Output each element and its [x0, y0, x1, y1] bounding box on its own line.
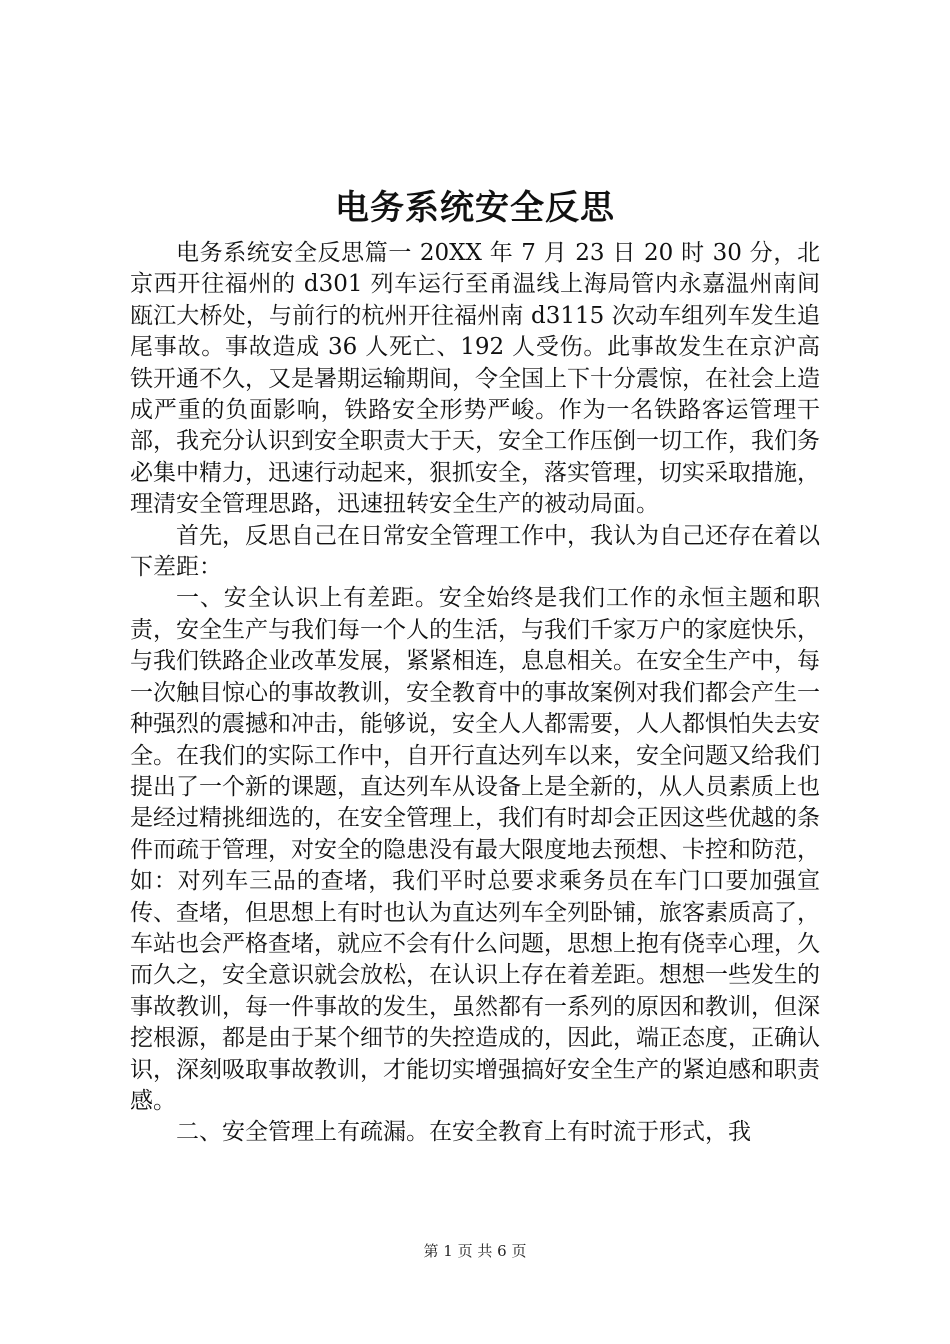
document-title: 电务系统安全反思 [335, 188, 615, 228]
page-footer: 第 1 页 共 6 页 [423, 1242, 527, 1260]
paragraph-intro: 电务系统安全反思篇一 20XX 年 7 月 23 日 20 时 30 分，北京西开往福州的 d301 列车运行至甬温线上海局管内永嘉温州南间瓯江大桥处，与前行的杭州开往福州南 d3115 次动车组列车发生追尾事故。事故造成 36 人死亡、192 人受伤。此事故发生在京沪高铁开通不久，又是暑期运输期间，令全国上下十分震惊，在社会上造成严重的负面影响，铁路安全形势严峻。作为一名铁路客运管理干部，我充分认识到安全职责大于天，安全工作压倒一切工作，我们务必集中精力，迅速行动起来，狠抓安全，落实管理，切实采取措施，理清安全管理思路，迅速扭转安全生产的被动局面。 [130, 240, 820, 518]
paragraph-reflection-lead: 首先，反思自己在日常安全管理工作中，我认为自己还存在着以下差距： [130, 522, 820, 581]
paragraph-point-one: 一、安全认识上有差距。安全始终是我们工作的永恒主题和职责，安全生产与我们每一个人的生活，与我们千家万户的家庭快乐，与我们铁路企业改革发展，紧紧相连，息息相关。在安全生产中，每一次触目惊心的事故教训，安全教育中的事故案例对我们都会产生一种强烈的震撼和冲击，能够说，安全人人都需要，人人都惧怕失去安全。在我们的实际工作中，自开行直达列车以来，安全问题又给我们提出了一个新的课题，直达列车从设备上是全新的，从人员素质上也是经过精挑细选的，在安全管理上，我们有时却会正因这些优越的条件而疏于管理，对安全的隐患没有最大限度地去预想、卡控和防范，如：对列车三品的查堵，我们平时总要求乘务员在车门口要加强宣传、查堵，但思想上有时也认为直达列车全列卧铺，旅客素质高了，车站也会严格查堵，就应不会有什么问题，思想上抱有侥幸心理，久而久之，安全意识就会放松，在认识上存在着差距。想想一些发生的事故教训，每一件事故的发生，虽然都有一系列的原因和教训，但深挖根源，都是由于某个细节的失控造成的，因此，端正态度，正确认识，深刻吸取事故教训，才能切实增强搞好安全生产的紧迫感和职责感。 [130, 585, 820, 1114]
paragraph-point-two: 二、安全管理上有疏漏。在安全教育上有时流于形式，我 [176, 1119, 751, 1146]
document-body [130, 238, 820, 1149]
